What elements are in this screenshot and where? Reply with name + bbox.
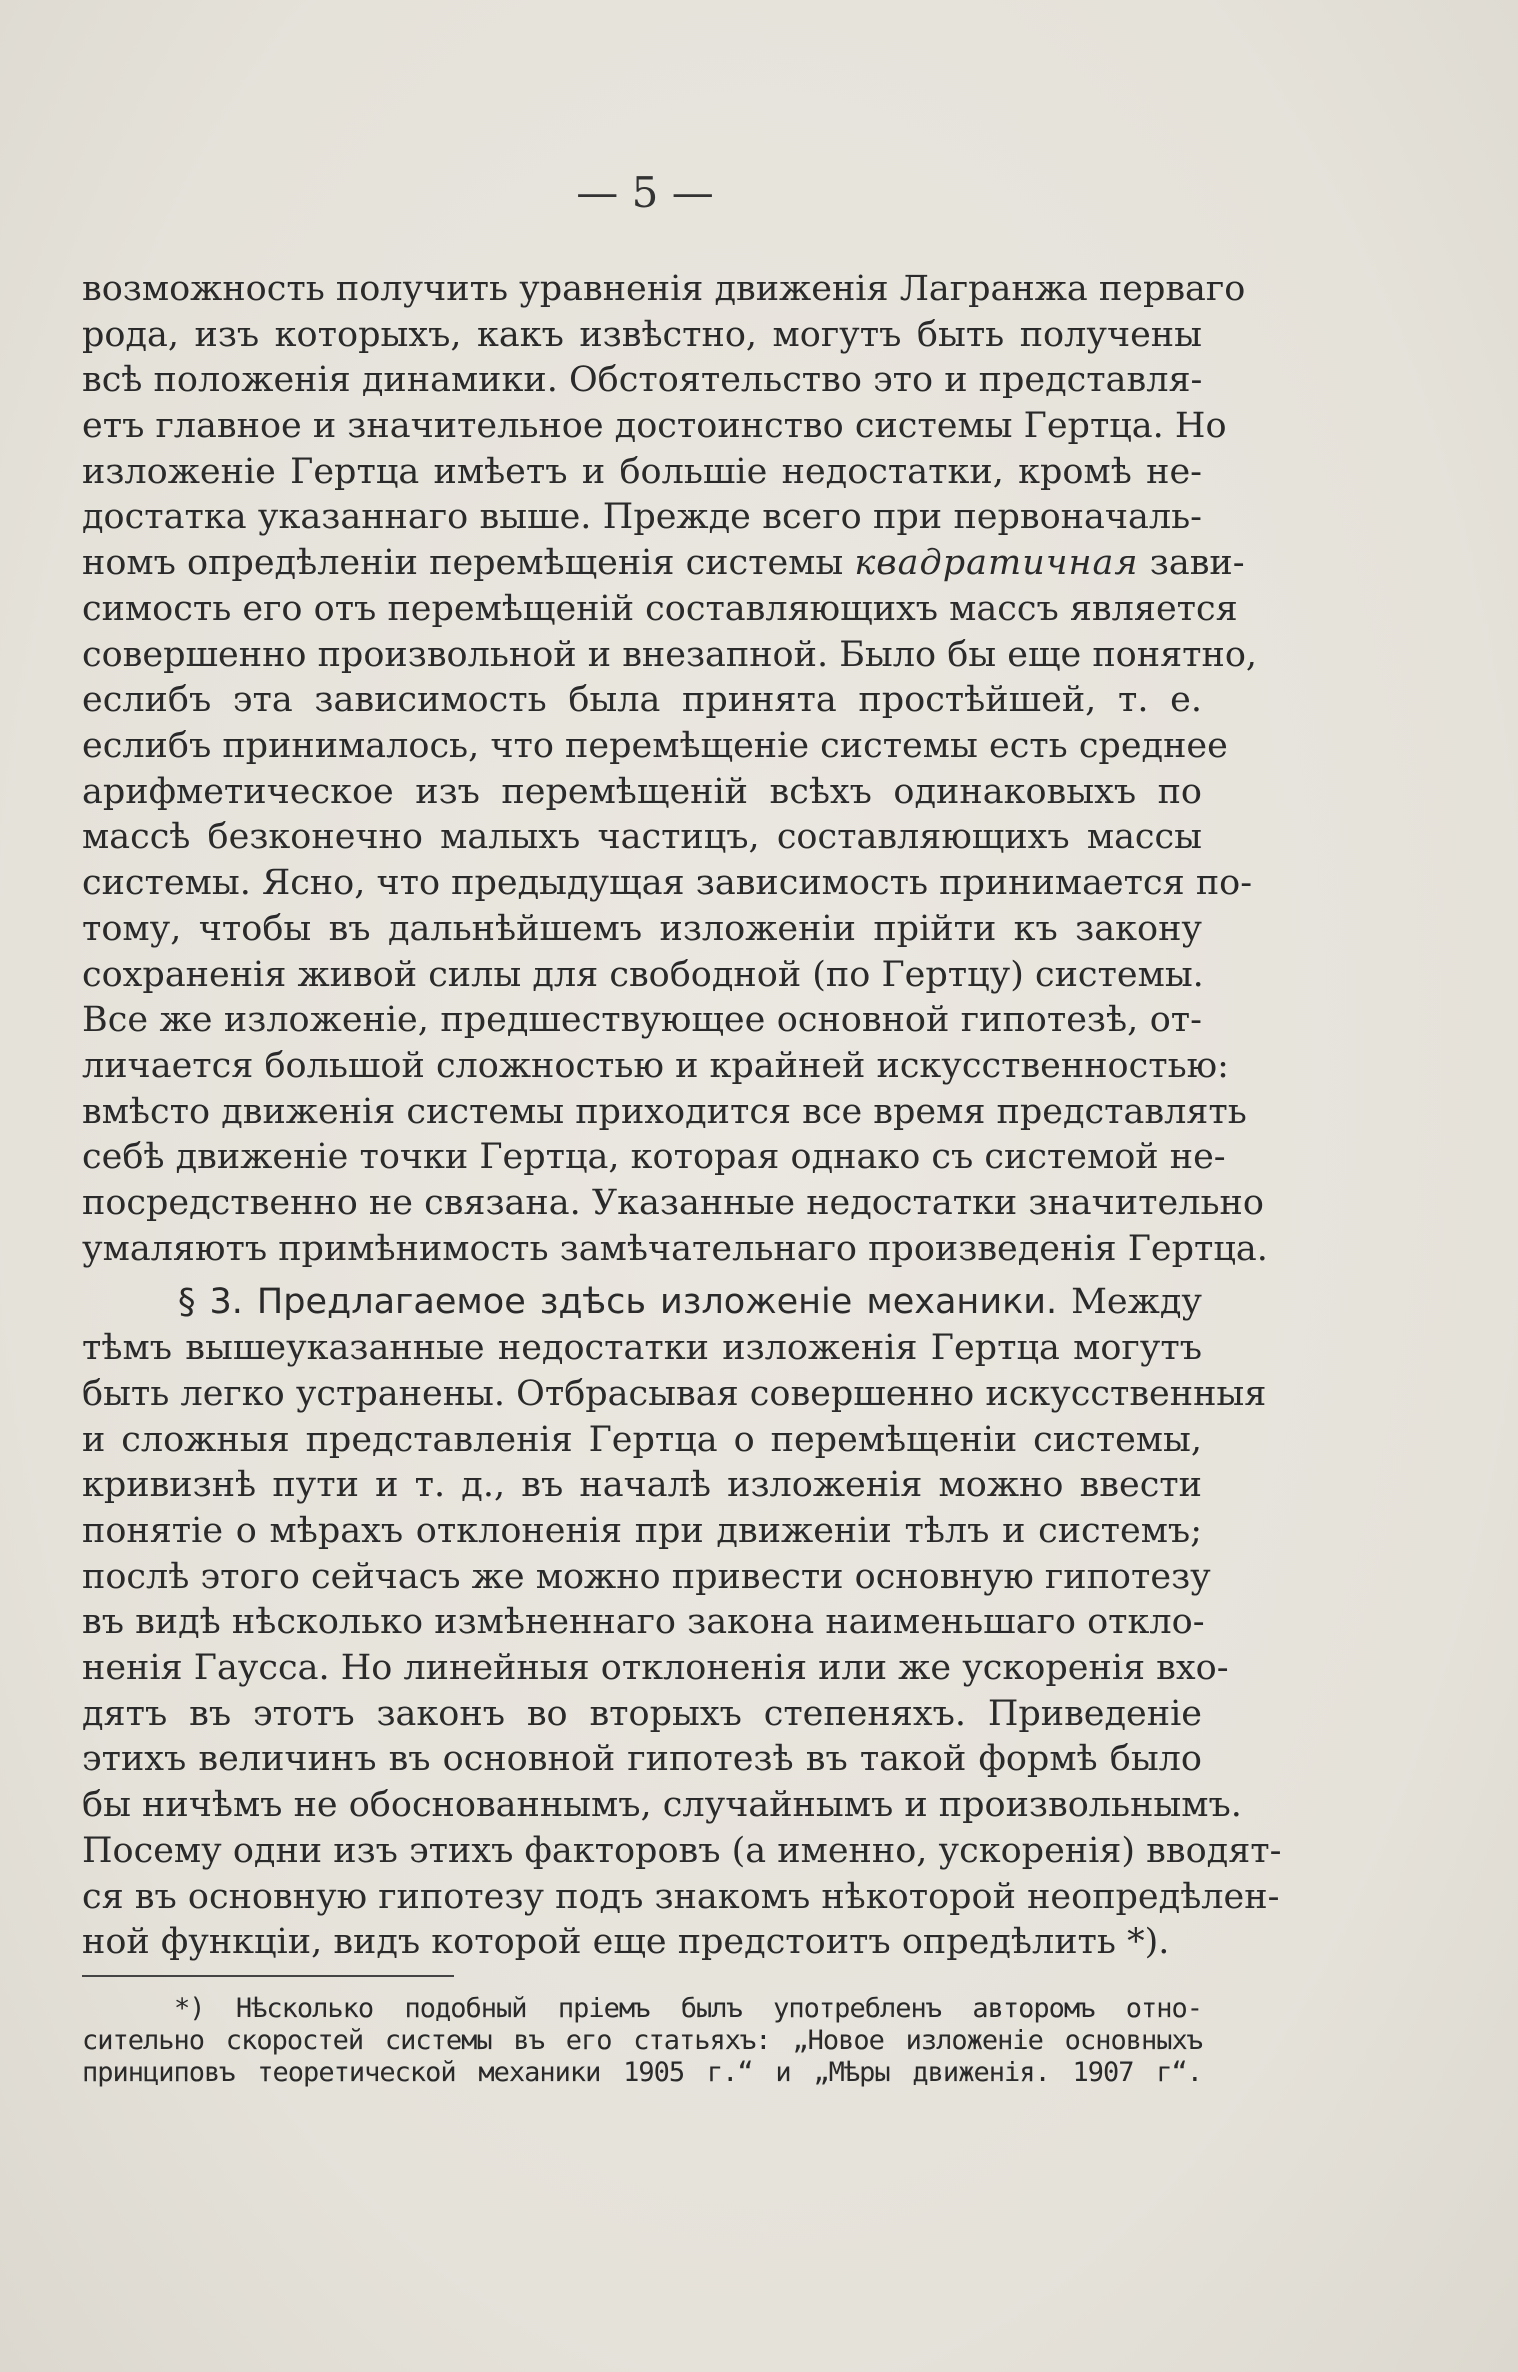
line-text: етъ главное и значительное достоинство системы Гертца. Но [82, 406, 1227, 446]
line-text: совершенно произвольной и внезапной. Было бы еще понятно, [82, 635, 1258, 675]
line-text: рода, изъ которыхъ, какъ извѣстно, могутъ быть получены [82, 315, 1202, 355]
line-text: массѣ безконечно малыхъ частицъ, составляющихъ массы [82, 817, 1202, 857]
text-line [82, 1226, 1268, 1272]
line-text: посредственно не связана. Указанные недостатки значительно [82, 1183, 1264, 1223]
line-text: системы. Ясно, что предыдущая зависимость принимается по- [82, 863, 1253, 903]
text-line [82, 1089, 1247, 1135]
text-line [82, 997, 1202, 1043]
text-line [82, 1828, 1282, 1874]
text-line [82, 1736, 1202, 1782]
text-line [82, 1134, 1226, 1180]
line-text: понятіе о мѣрахъ отклоненія при движеніи тѣлъ и системъ; [82, 1511, 1202, 1551]
text-line [82, 1691, 1202, 1737]
line-text: въ видѣ нѣсколько измѣненнаго закона наименьшаго откло- [82, 1602, 1205, 1642]
line-text: и сложныя представленія Гертца о перемѣщеніи системы, [82, 1420, 1202, 1460]
page-number: — 5 — [576, 168, 714, 217]
line-text: ся въ основную гипотезу подъ знакомъ нѣкоторой неопредѣлен- [82, 1877, 1280, 1917]
footnote-line: сительно скоростей системы въ его статьяхъ: „Новое изложеніе основныхъ [82, 2025, 1202, 2056]
line-text: быть легко устранены. Отбрасывая совершенно искусственныя [82, 1374, 1267, 1414]
text-line [82, 1645, 1229, 1691]
line-text: еслибъ эта зависимость была принята простѣйшей, т. е. [82, 680, 1202, 720]
text-line [82, 1043, 1229, 1089]
line-text: еслибъ принималось, что перемѣщеніе системы есть среднее [82, 726, 1228, 766]
section-heading: § 3. Предлагаемое здѣсь изложеніе механики. [178, 1282, 1058, 1322]
footnote-rule [82, 1975, 454, 1977]
line-text: Все же изложеніе, предшествующее основной гипотезѣ, от- [82, 1000, 1202, 1040]
text-line [82, 906, 1202, 952]
text-line [82, 1462, 1202, 1508]
text-line [82, 1599, 1205, 1645]
line-text: ной функціи, видъ которой еще предстоитъ опредѣлить *). [82, 1922, 1170, 1962]
text-line [82, 1554, 1211, 1600]
text-line [82, 449, 1202, 495]
footnote-line: *) Нѣсколько подобный пріемъ былъ употребленъ авторомъ отно- [174, 1993, 1202, 2024]
line-text: возможность получить уравненія движенія Лагранжа перваго [82, 269, 1246, 309]
text-line [82, 540, 1245, 586]
text-line [82, 1919, 1202, 1965]
text-line [82, 677, 1202, 723]
line-text: вмѣсто движенія системы приходится все время представлять [82, 1092, 1247, 1132]
line-text: бы ничѣмъ не обоснованнымъ, случайнымъ и произвольнымъ. [82, 1785, 1242, 1825]
text-line [82, 769, 1202, 815]
text-line [82, 1417, 1202, 1463]
text-line [82, 403, 1227, 449]
line-text: арифметическое изъ перемѣщеній всѣхъ одинаковыхъ по [82, 772, 1202, 812]
text-line [82, 1371, 1267, 1417]
text-line [82, 860, 1253, 906]
line-text: симость его отъ перемѣщеній составляющихъ массъ является [82, 589, 1238, 629]
text-line [82, 312, 1202, 358]
line-text: личается большой сложностью и крайней искусственностью: [82, 1046, 1229, 1086]
text-line [82, 266, 1246, 312]
footnote-line: принциповъ теоретической механики 1905 г.“ и „Мѣры движенія. 1907 г“. [82, 2057, 1202, 2088]
line-text: послѣ этого сейчасъ же можно привести основную гипотезу [82, 1557, 1211, 1597]
line-text: Между [1057, 1282, 1202, 1322]
text-line [82, 1782, 1242, 1828]
text-line [82, 723, 1228, 769]
line-text: ненія Гаусса. Но линейныя отклоненія или же ускоренія вхо- [82, 1648, 1229, 1688]
text-line [82, 1874, 1280, 1920]
emphasized-word: квадратичная [854, 543, 1139, 583]
text-line [82, 814, 1202, 860]
line-text: дятъ въ этотъ законъ во вторыхъ степеняхъ. Приведеніе [82, 1694, 1202, 1734]
line-text: всѣ положенія динамики. Обстоятельство это и представля- [82, 360, 1203, 400]
line-text: номъ опредѣленіи перемѣщенія системы [82, 543, 855, 583]
line-text: зави- [1138, 543, 1245, 583]
text-line [82, 1325, 1202, 1371]
text-line [82, 586, 1238, 632]
line-text: этихъ величинъ въ основной гипотезѣ въ такой формѣ было [82, 1739, 1202, 1779]
text-line [82, 952, 1202, 998]
text-line [82, 1180, 1264, 1226]
line-text: Посему одни изъ этихъ факторовъ (а именно, ускоренія) вводят- [82, 1831, 1282, 1871]
line-text: умаляютъ примѣнимость замѣчательнаго произведенія Гертца. [82, 1229, 1268, 1269]
line-text: кривизнѣ пути и т. д., въ началѣ изложенія можно ввести [82, 1465, 1202, 1505]
line-text: изложеніе Гертца имѣетъ и большіе недостатки, кромѣ не- [82, 452, 1202, 492]
text-line [82, 357, 1202, 403]
line-text: себѣ движеніе точки Гертца, которая однако съ системой не- [82, 1137, 1226, 1177]
text-line [82, 632, 1258, 678]
text-line [82, 494, 1202, 540]
line-text: сохраненія живой силы для свободной (по Гертцу) системы. [82, 955, 1204, 995]
line-text: достатка указаннаго выше. Прежде всего при первоначаль- [82, 497, 1202, 537]
section-heading-line [82, 1279, 1202, 1325]
line-text: тому, чтобы въ дальнѣйшемъ изложеніи прійти къ закону [82, 909, 1202, 949]
line-text: тѣмъ вышеуказанные недостатки изложенія Гертца могутъ [82, 1328, 1202, 1368]
text-line [82, 1508, 1202, 1554]
